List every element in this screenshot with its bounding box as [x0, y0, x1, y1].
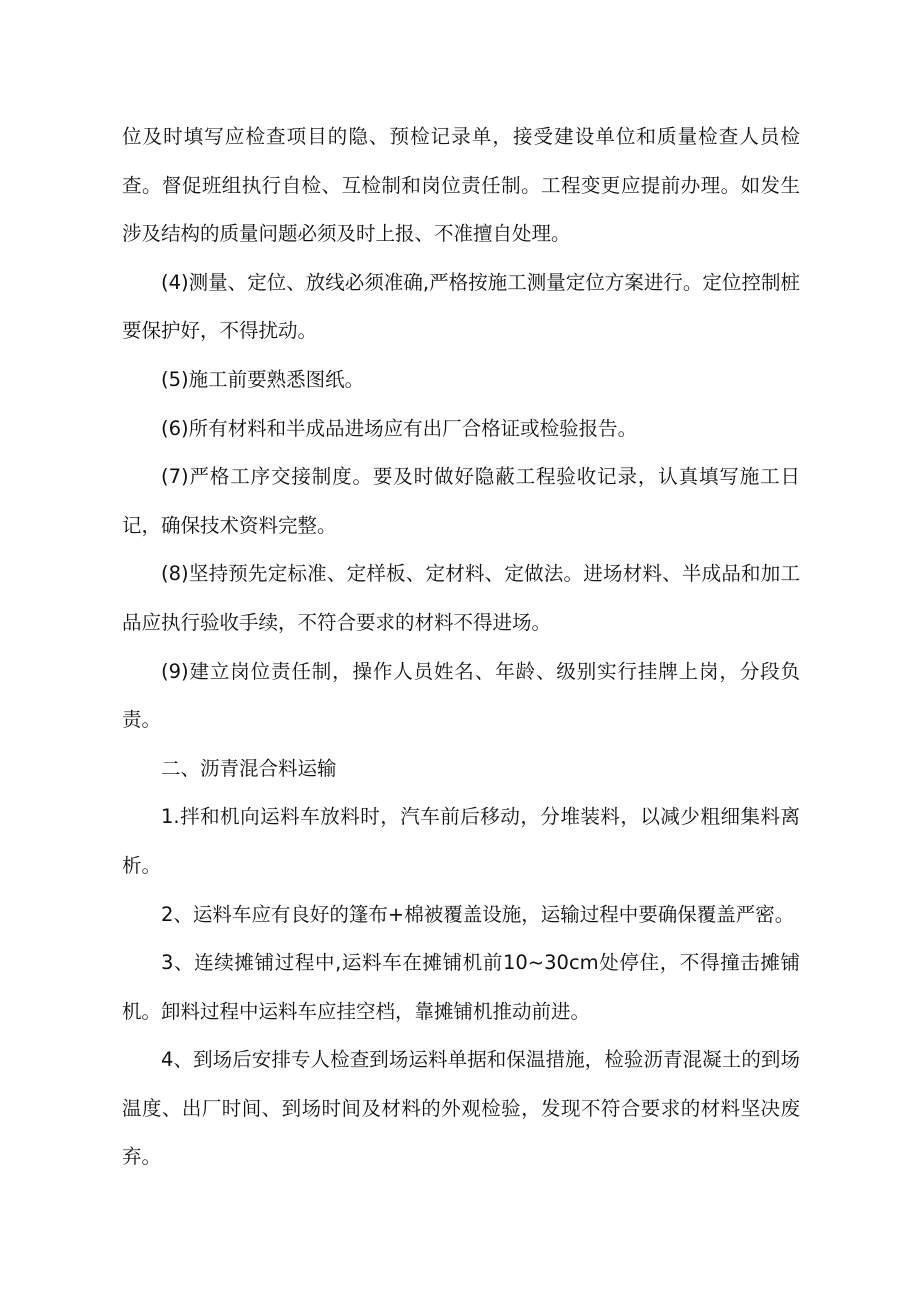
- paragraph-transport-3: 3、连续摊铺过程中,运料车在摊铺机前10~30cm处停住，不得撞击摊铺机。卸料过程中运料车应挂空档，靠摊铺机推动前进。: [122, 951, 800, 1023]
- section-heading: 二、沥青混合料运输: [161, 756, 337, 780]
- paragraph-transport-4: 4、到场后安排专人检查到场运料单据和保温措施，检验沥青混凝土的到场温度、出厂时间、到场时间及材料的外观检验，发现不符合要求的材料坚决废弃。: [122, 1048, 800, 1169]
- paragraph-item-8: (8)坚持预先定标准、定样板、定材料、定做法。进场材料、半成品和加工品应执行验收手续，不符合要求的材料不得进场。: [122, 562, 800, 634]
- paragraph-continuation: 位及时填写应检查项目的隐、预检记录单，接受建设单位和质量检查人员检查。督促班组执行自检、互检制和岗位责任制。工程变更应提前办理。如发生涉及结构的质量问题必须及时上报、不准擅自处理。: [122, 125, 800, 246]
- paragraph-item-9: (9)建立岗位责任制，操作人员姓名、年龄、级别实行挂牌上岗，分段负责。: [122, 659, 800, 732]
- document-body: [122, 113, 800, 1182]
- paragraph-transport-2: 2、运料车应有良好的篷布+棉被覆盖设施，运输过程中要确保覆盖严密。: [161, 902, 795, 926]
- paragraph-item-4: (4)测量、定位、放线必须准确,严格按施工测量定位方案进行。定位控制桩要保护好，不得扰动。: [122, 270, 800, 343]
- paragraph-transport-1: 1.拌和机向运料车放料时，汽车前后移动，分堆装料，以减少粗细集料离析。: [122, 805, 800, 877]
- paragraph-item-7: (7)严格工序交接制度。要及时做好隐蔽工程验收记录，认真填写施工日记，确保技术资料完整。: [122, 465, 800, 537]
- paragraph-item-6: (6)所有材料和半成品进场应有出厂合格证或检验报告。: [161, 416, 638, 440]
- paragraph-item-5: (5)施工前要熟悉图纸。: [161, 367, 365, 391]
